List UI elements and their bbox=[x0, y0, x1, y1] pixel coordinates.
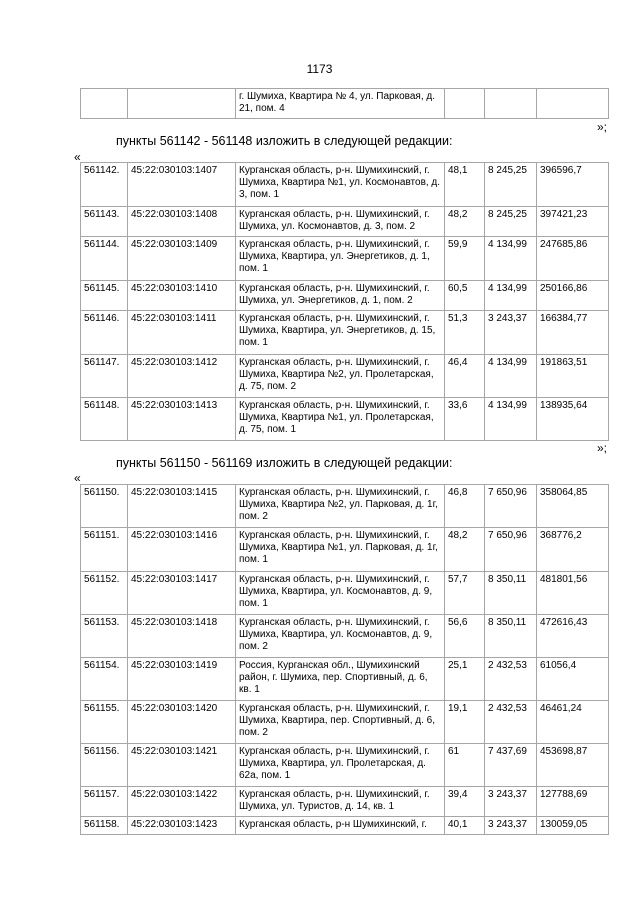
cell-value: 138935,64 bbox=[537, 398, 609, 441]
cell-cadastral: 45:22:030103:1417 bbox=[128, 572, 236, 615]
cell-address: Курганская область, р-н. Шумихинский, г. Шумиха, Квартира №1, ул. Пролетарская, д. 75, пом. 1 bbox=[236, 398, 445, 441]
top-table bbox=[80, 88, 609, 119]
cell-area: 51,3 bbox=[445, 311, 485, 355]
cell-rate: 4 134,99 bbox=[485, 237, 537, 281]
cell-rate bbox=[485, 89, 537, 119]
cell-area: 59,9 bbox=[445, 237, 485, 281]
cell-cadastral: 45:22:030103:1410 bbox=[128, 281, 236, 311]
cell-number: 561151. bbox=[81, 528, 128, 572]
cell-area: 48,2 bbox=[445, 528, 485, 572]
cell-rate: 3 243,37 bbox=[485, 817, 537, 835]
cell-area: 60,5 bbox=[445, 281, 485, 311]
cell-rate: 7 437,69 bbox=[485, 744, 537, 787]
table-row bbox=[81, 485, 609, 528]
cell-area: 46,8 bbox=[445, 485, 485, 528]
cell-address: Курганская область, р-н. Шумихинский, г. Шумиха, Квартира, пер. Спортивный, д. 6, пом. 2 bbox=[236, 701, 445, 744]
cell-rate: 4 134,99 bbox=[485, 355, 537, 398]
cell-rate: 4 134,99 bbox=[485, 398, 537, 441]
cell-rate: 7 650,96 bbox=[485, 485, 537, 528]
cell-area: 19,1 bbox=[445, 701, 485, 744]
cell-cadastral: 45:22:030103:1418 bbox=[128, 615, 236, 658]
cell-number: 561154. bbox=[81, 658, 128, 701]
cell-number: 561142. bbox=[81, 163, 128, 207]
cell-cadastral: 45:22:030103:1412 bbox=[128, 355, 236, 398]
cell-number: 561158. bbox=[81, 817, 128, 835]
cell-number: 561145. bbox=[81, 281, 128, 311]
table-row bbox=[81, 311, 609, 355]
table-row bbox=[81, 237, 609, 281]
cell-cadastral: 45:22:030103:1413 bbox=[128, 398, 236, 441]
cell-address: Россия, Курганская обл., Шумихинский район, г. Шумиха, пер. Спортивный, д. 6, кв. 1 bbox=[236, 658, 445, 701]
cell-value: 250166,86 bbox=[537, 281, 609, 311]
cell-number: 561152. bbox=[81, 572, 128, 615]
cell-area: 25,1 bbox=[445, 658, 485, 701]
table-row bbox=[81, 817, 609, 835]
table-row bbox=[81, 163, 609, 207]
cell-value: 481801,56 bbox=[537, 572, 609, 615]
cell-cadastral: 45:22:030103:1416 bbox=[128, 528, 236, 572]
cell-area: 39,4 bbox=[445, 787, 485, 817]
table-section-1 bbox=[80, 162, 609, 441]
cell-area bbox=[445, 89, 485, 119]
table-row bbox=[81, 207, 609, 237]
cell-number bbox=[81, 89, 128, 119]
cell-cadastral: 45:22:030103:1409 bbox=[128, 237, 236, 281]
cell-rate: 8 245,25 bbox=[485, 207, 537, 237]
cell-rate: 8 245,25 bbox=[485, 163, 537, 207]
cell-area: 33,6 bbox=[445, 398, 485, 441]
table-row bbox=[81, 398, 609, 441]
cell-value: 191863,51 bbox=[537, 355, 609, 398]
cell-address: Курганская область, р-н. Шумихинский, г. Шумиха, Квартира №2, ул. Парковая, д. 1г, пом. 2 bbox=[236, 485, 445, 528]
cell-rate: 8 350,11 bbox=[485, 615, 537, 658]
closing-quote-1: »; bbox=[597, 120, 608, 134]
cell-number: 561146. bbox=[81, 311, 128, 355]
cell-value: 130059,05 bbox=[537, 817, 609, 835]
cell-address: Курганская область, р-н. Шумихинский, г. Шумиха, Квартира, ул. Космонавтов, д. 9, пом. 1 bbox=[236, 572, 445, 615]
cell-value: 127788,69 bbox=[537, 787, 609, 817]
opening-quote-1: « bbox=[74, 150, 81, 164]
opening-quote-2: « bbox=[74, 471, 81, 485]
cell-cadastral bbox=[128, 89, 236, 119]
table-row bbox=[81, 355, 609, 398]
cell-value: 396596,7 bbox=[537, 163, 609, 207]
cell-address: Курганская область, р-н. Шумихинский, г. Шумиха, Квартира, ул. Энергетиков, д. 1, пом. 1 bbox=[236, 237, 445, 281]
cell-value: 368776,2 bbox=[537, 528, 609, 572]
cell-address: г. Шумиха, Квартира № 4, ул. Парковая, д. 21, пом. 4 bbox=[236, 89, 445, 119]
table-section-2 bbox=[80, 484, 609, 835]
cell-rate: 4 134,99 bbox=[485, 281, 537, 311]
cell-rate: 2 432,53 bbox=[485, 701, 537, 744]
cell-rate: 3 243,37 bbox=[485, 311, 537, 355]
cell-cadastral: 45:22:030103:1415 bbox=[128, 485, 236, 528]
instruction-1: пункты 561142 - 561148 изложить в следующей редакции: bbox=[116, 134, 453, 148]
table-row bbox=[81, 744, 609, 787]
table-row bbox=[81, 787, 609, 817]
cell-cadastral: 45:22:030103:1407 bbox=[128, 163, 236, 207]
cell-number: 561156. bbox=[81, 744, 128, 787]
instruction-2: пункты 561150 - 561169 изложить в следующей редакции: bbox=[116, 456, 453, 470]
cell-cadastral: 45:22:030103:1423 bbox=[128, 817, 236, 835]
cell-cadastral: 45:22:030103:1422 bbox=[128, 787, 236, 817]
cell-address: Курганская область, р-н. Шумихинский, г. Шумиха, Квартира, ул. Космонавтов, д. 9, пом. 2 bbox=[236, 615, 445, 658]
cell-cadastral: 45:22:030103:1408 bbox=[128, 207, 236, 237]
cell-address: Курганская область, р-н Шумихинский, г. bbox=[236, 817, 445, 835]
cell-address: Курганская область, р-н. Шумихинский, г. Шумиха, ул. Космонавтов, д. 3, пом. 2 bbox=[236, 207, 445, 237]
cell-number: 561150. bbox=[81, 485, 128, 528]
table-row bbox=[81, 281, 609, 311]
page-number: 1173 bbox=[306, 62, 333, 76]
cell-rate: 3 243,37 bbox=[485, 787, 537, 817]
cell-area: 48,1 bbox=[445, 163, 485, 207]
cell-area: 40,1 bbox=[445, 817, 485, 835]
cell-address: Курганская область, р-н. Шумихинский, г. Шумиха, Квартира №1, ул. Космонавтов, д. 3, пом. 1 bbox=[236, 163, 445, 207]
cell-number: 561143. bbox=[81, 207, 128, 237]
cell-cadastral: 45:22:030103:1421 bbox=[128, 744, 236, 787]
cell-cadastral: 45:22:030103:1411 bbox=[128, 311, 236, 355]
cell-address: Курганская область, р-н. Шумихинский, г. Шумиха, Квартира, ул. Энергетиков, д. 15, пом. 1 bbox=[236, 311, 445, 355]
cell-number: 561157. bbox=[81, 787, 128, 817]
cell-rate: 2 432,53 bbox=[485, 658, 537, 701]
cell-value: 61056,4 bbox=[537, 658, 609, 701]
table-row bbox=[81, 701, 609, 744]
cell-value: 472616,43 bbox=[537, 615, 609, 658]
cell-area: 57,7 bbox=[445, 572, 485, 615]
cell-address: Курганская область, р-н. Шумихинский, г. Шумиха, Квартира №1, ул. Парковая, д. 1г, пом. 1 bbox=[236, 528, 445, 572]
table-row bbox=[81, 89, 609, 119]
cell-value: 358064,85 bbox=[537, 485, 609, 528]
table-row bbox=[81, 572, 609, 615]
cell-number: 561144. bbox=[81, 237, 128, 281]
cell-rate: 8 350,11 bbox=[485, 572, 537, 615]
cell-value: 46461,24 bbox=[537, 701, 609, 744]
cell-value bbox=[537, 89, 609, 119]
cell-area: 61 bbox=[445, 744, 485, 787]
cell-address: Курганская область, р-н. Шумихинский, г. Шумиха, Квартира, ул. Пролетарская, д. 62а, пом. 1 bbox=[236, 744, 445, 787]
cell-number: 561155. bbox=[81, 701, 128, 744]
cell-number: 561147. bbox=[81, 355, 128, 398]
cell-value: 453698,87 bbox=[537, 744, 609, 787]
cell-area: 48,2 bbox=[445, 207, 485, 237]
cell-address: Курганская область, р-н. Шумихинский, г. Шумиха, Квартира №2, ул. Пролетарская, д. 75, пом. 2 bbox=[236, 355, 445, 398]
cell-cadastral: 45:22:030103:1419 bbox=[128, 658, 236, 701]
cell-address: Курганская область, р-н. Шумихинский, г. Шумиха, ул. Туристов, д. 14, кв. 1 bbox=[236, 787, 445, 817]
table-row bbox=[81, 528, 609, 572]
cell-value: 247685,86 bbox=[537, 237, 609, 281]
cell-area: 56,6 bbox=[445, 615, 485, 658]
cell-cadastral: 45:22:030103:1420 bbox=[128, 701, 236, 744]
cell-number: 561153. bbox=[81, 615, 128, 658]
closing-quote-2: »; bbox=[597, 441, 608, 455]
cell-rate: 7 650,96 bbox=[485, 528, 537, 572]
cell-area: 46,4 bbox=[445, 355, 485, 398]
cell-number: 561148. bbox=[81, 398, 128, 441]
table-row bbox=[81, 658, 609, 701]
cell-value: 397421,23 bbox=[537, 207, 609, 237]
cell-value: 166384,77 bbox=[537, 311, 609, 355]
cell-address: Курганская область, р-н. Шумихинский, г. Шумиха, ул. Энергетиков, д. 1, пом. 2 bbox=[236, 281, 445, 311]
table-row bbox=[81, 615, 609, 658]
